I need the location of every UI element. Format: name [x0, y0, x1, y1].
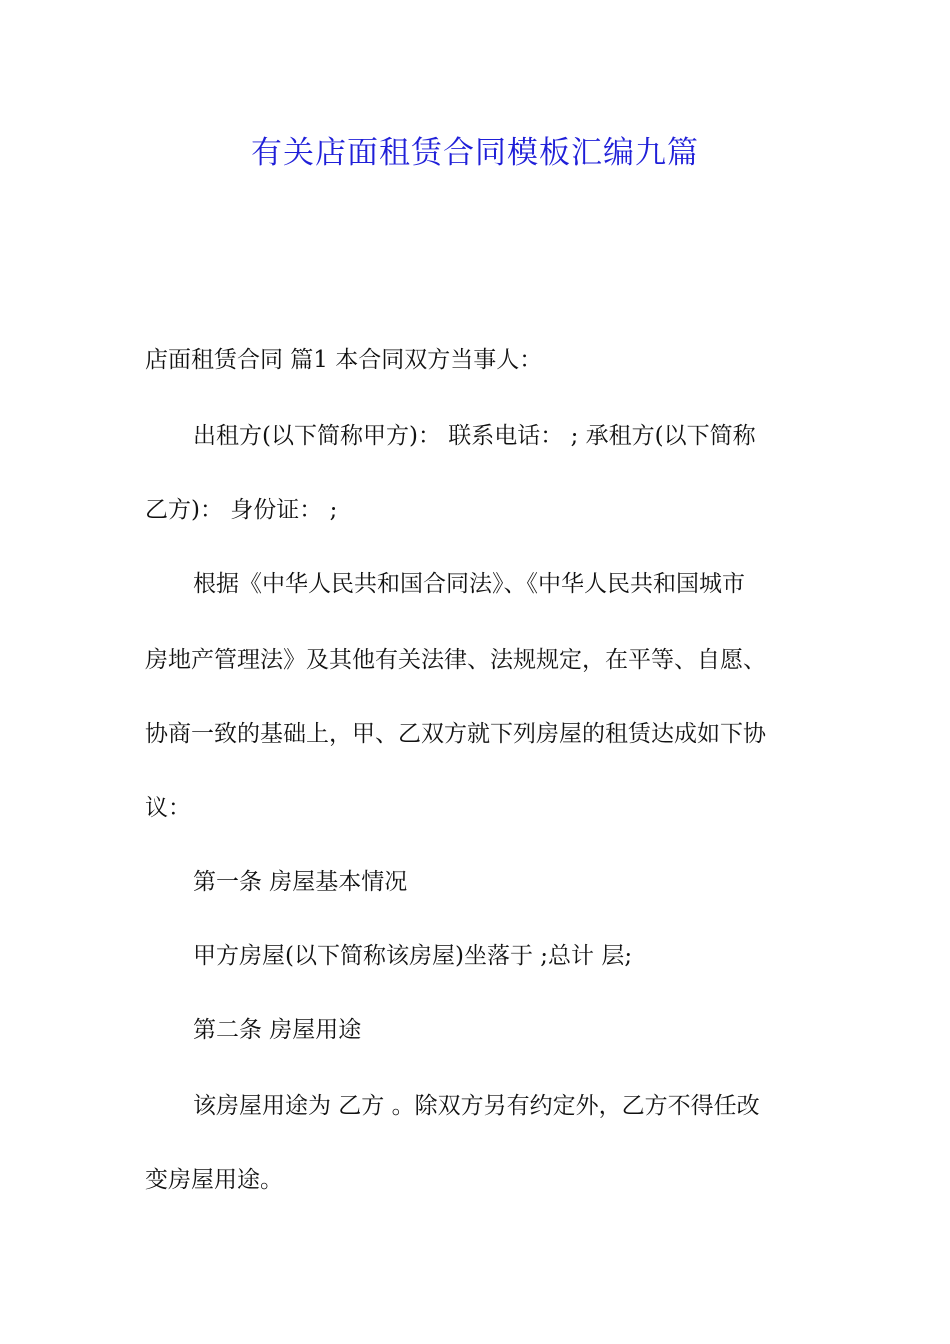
- text-line: 房地产管理法》及其他有关法律、法规规定，在平等、自愿、: [145, 647, 766, 673]
- section-heading: 第二条 房屋用途: [193, 1017, 362, 1043]
- text-line: 甲方房屋(以下简称该房屋)坐落于 ;总计 层;: [193, 943, 633, 969]
- section-heading: 第一条 房屋基本情况: [193, 869, 408, 895]
- text-line: 议：: [145, 795, 191, 821]
- text-line: 协商一致的基础上，甲、乙双方就下列房屋的租赁达成如下协: [145, 721, 766, 747]
- text-line: 乙方)： 身份证： ;: [145, 497, 338, 523]
- text-line: 变房屋用途。: [145, 1167, 283, 1193]
- document-title: 有关店面租赁合同模板汇编九篇: [251, 135, 699, 171]
- text-line: 该房屋用途为 乙方 。除双方另有约定外，乙方不得任改: [193, 1093, 760, 1119]
- text-line: 根据《中华人民共和国合同法》、《中华人民共和国城市: [193, 571, 745, 597]
- text-line: 店面租赁合同 篇1 本合同双方当事人：: [145, 347, 543, 373]
- text-line: 出租方(以下简称甲方)： 联系电话： ; 承租方(以下简称: [193, 423, 756, 449]
